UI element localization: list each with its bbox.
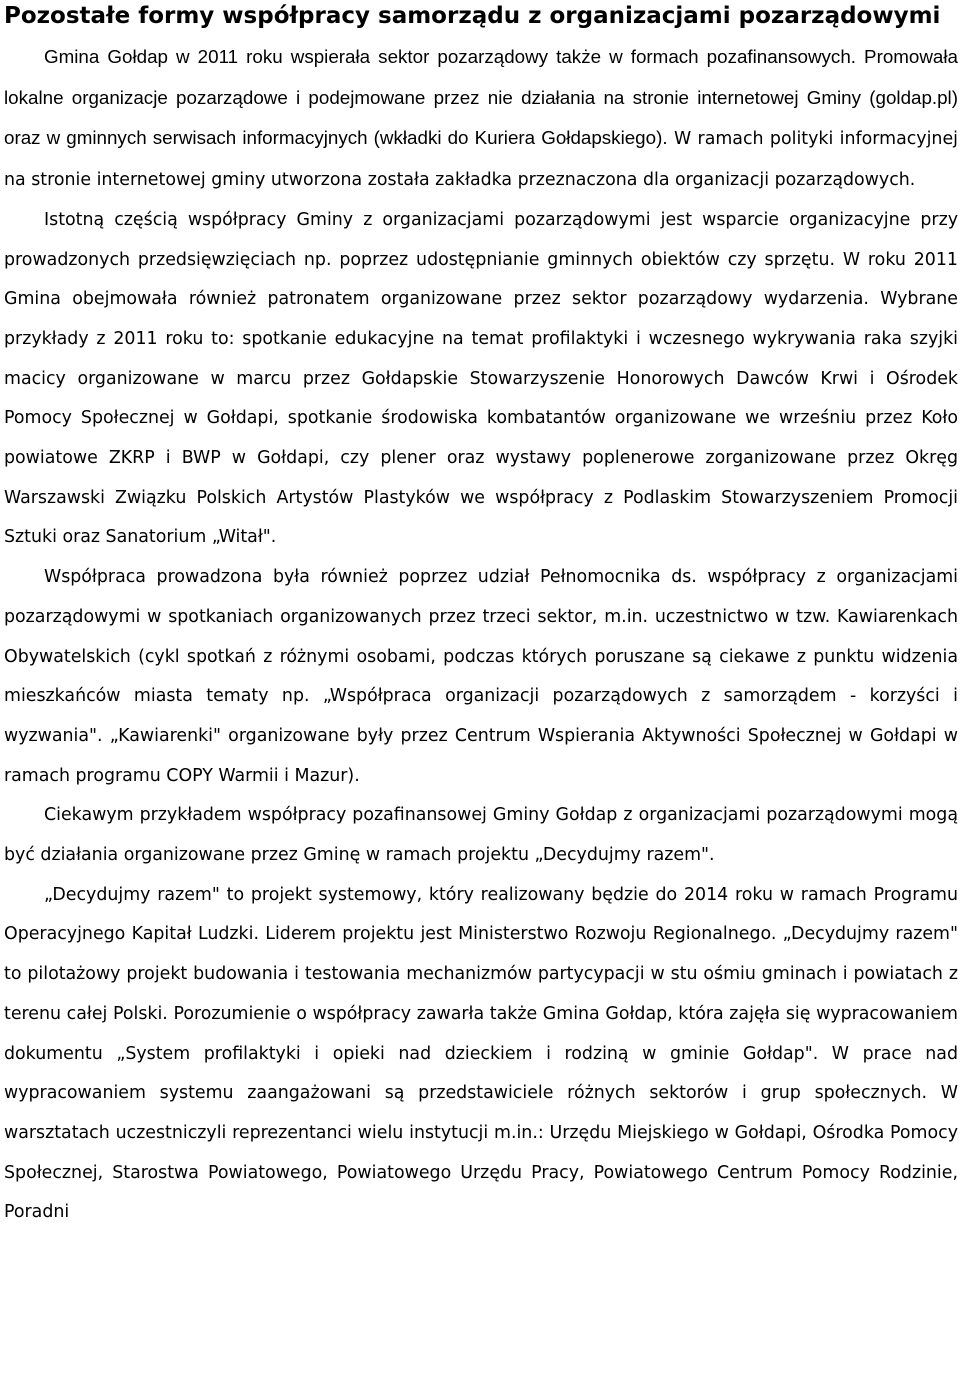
paragraph-decydujmy-example: Ciekawym przykładem współpracy pozafinansowej Gminy Gołdap z organizacjami pozarządowymi mogą być działania organizowane przez Gminę w ramach projektu „Decydujmy razem".: [4, 805, 958, 866]
section-heading: Pozostałe formy współpracy samorządu z organizacjami pozarządowymi: [4, 3, 941, 29]
document-page: [4, 0, 958, 1233]
paragraph-nonfinancial-support: [4, 37, 958, 201]
paragraph-cooperation-meetings: Współpraca prowadzona była również poprzez udział Pełnomocnika ds. współpracy z organizacjami pozarządowymi w spotkaniach organizowanych przez trzeci sektor, m.in. uczestnictwo w tzw. Kawiarenkach Obywatelskich (cykl spotkań z różnymi osobami, podczas których poruszane są ciekawe z punktu widzenia mieszkańców miasta tematy np. „Współpraca organizacji pozarządowych z samorządem - korzyści i wyzwania". „Kawiarenki" organizowane były przez Centrum Wspierania Aktywności Społecznej w Gołdapi w ramach programu COPY Warmii i Mazur).: [4, 567, 958, 786]
paragraph-text: W ramach polityki informacyjnej na stronie internetowej gminy utworzona została zakładka przeznaczona dla organizacji pozarządowych.: [4, 129, 958, 191]
paragraph-organizational-support: Istotną częścią współpracy Gminy z organizacjami pozarządowymi jest wsparcie organizacyjne przy prowadzonych przedsięwzięciach np. poprzez udostępnianie gminnych obiektów czy sprzętu. W roku 2011 Gmina obejmowała również patronatem organizowane przez sektor pozarządowy wydarzenia. Wybrane przykłady z 2011 roku to: spotkanie edukacyjne na temat profilaktyki i wczesnego wykrywania raka szyjki macicy organizowane w marcu przez Gołdapskie Stowarzyszenie Honorowych Dawców Krwi i Ośrodek Pomocy Społecznej w Gołdapi, spotkanie środowiska kombatantów organizowane we wrześniu przez Koło powiatowe ZKRP i BWP w Gołdapi, czy plener oraz wystawy poplenerowe zorganizowane przez Okręg Warszawski Związku Polskich Artystów Plastyków we współpracy z Podlaskim Stowarzyszeniem Promocji Sztuki oraz Sanatorium „Witał".: [4, 209, 958, 548]
paragraph-text: Gmina Gołdap w 2011 roku wspierała sektor pozarządowy także w formach pozafinansowych. Promowała lokalne organizacje pozarządowe i podejmowane przez nie działania na stronie internetowej Gminy (goldap.pl) oraz w gminnych serwisach informacyjnych (wkładki do Kuriera Gołdapskiego).: [4, 46, 958, 149]
paragraph-decydujmy-project: „Decydujmy razem" to projekt systemowy, który realizowany będzie do 2014 roku w ramach Programu Operacyjnego Kapitał Ludzki. Liderem projektu jest Ministerstwo Rozwoju Regionalnego. „Decydujmy razem" to pilotażowy projekt budowania i testowania mechanizmów partycypacji w stu ośmiu gminach i powiatach z terenu całej Polski. Porozumienie o współpracy zawarła także Gmina Gołdap, która zajęła się wypracowaniem dokumentu „System profilaktyki i opieki nad dzieckiem i rodziną w gminie Gołdap". W prace nad wypracowaniem systemu zaangażowani są przedstawiciele różnych sektorów i grup społecznych. W warsztatach uczestniczyli reprezentanci wielu instytucji m.in.: Urzędu Miejskiego w Gołdapi, Ośrodka Pomocy Społecznej, Starostwa Powiatowego, Powiatowego Urzędu Pracy, Powiatowego Centrum Pomocy Rodzinie, Poradni: [4, 884, 958, 1223]
